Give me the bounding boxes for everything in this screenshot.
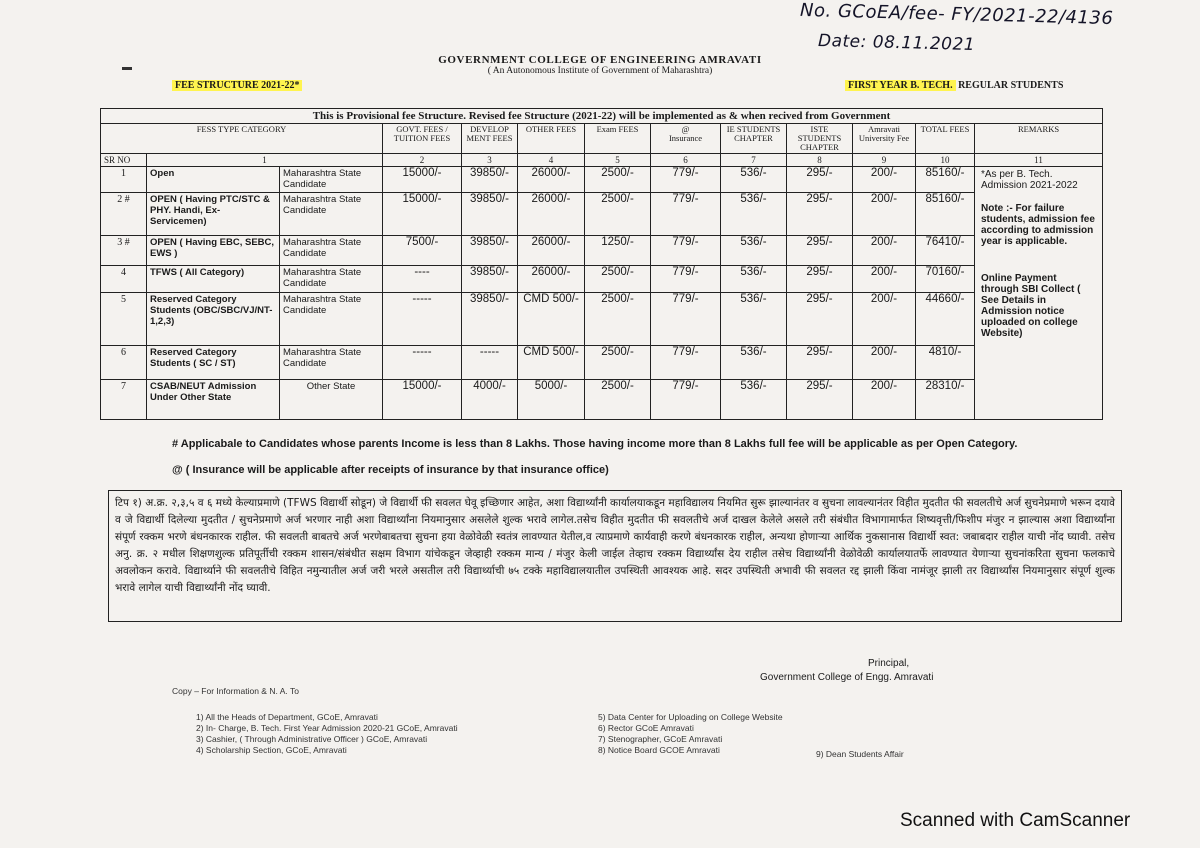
row-development: -----: [462, 346, 518, 380]
row-category: OPEN ( Having EBC, SEBC, EWS ): [147, 236, 280, 266]
row-domicile: Other State: [280, 380, 383, 420]
header-insurance: [651, 124, 721, 154]
row-development: 39850/-: [462, 266, 518, 293]
row-domicile: Maharashtra State Candidate: [280, 266, 383, 293]
row-insurance: 779/-: [651, 266, 721, 293]
remark-online-payment: Online Payment through SBI Collect ( See Details in Admission notice uploaded on college Website): [981, 273, 1081, 339]
row-sr: 4: [101, 266, 147, 293]
row-sr: 6: [101, 346, 147, 380]
row-exam: 2500/-: [585, 380, 651, 420]
row-domicile: Maharashtra State Candidate: [280, 293, 383, 346]
row-tuition: 15000/-: [383, 193, 462, 236]
row-other: 26000/-: [518, 236, 585, 266]
row-university: 200/-: [853, 293, 916, 346]
row-total: 70160/-: [916, 266, 975, 293]
row-total: 28310/-: [916, 380, 975, 420]
table-row: [101, 293, 1103, 346]
header-category: FESS TYPE CATEGORY: [101, 124, 383, 154]
row-iste: 295/-: [787, 266, 853, 293]
header-tuition: GOVT. FEES / TUITION FEES: [383, 124, 462, 154]
provisional-note: This is Provisional fee Structure. Revised fee Structure (2021-22) will be implemented as & when recived from Government: [101, 109, 1103, 124]
row-ie: 536/-: [721, 266, 787, 293]
row-other: 26000/-: [518, 266, 585, 293]
table-row: [101, 380, 1103, 420]
remark-failure-note: Note :- For failure students, admission fee according to admission year is applicable.: [981, 203, 1095, 247]
row-ie: 536/-: [721, 167, 787, 193]
row-sr: 3 #: [101, 236, 147, 266]
row-insurance: 779/-: [651, 380, 721, 420]
remarks-cell: [975, 167, 1103, 420]
col-num-5: 5: [585, 154, 651, 167]
row-exam: 2500/-: [585, 193, 651, 236]
row-insurance: 779/-: [651, 193, 721, 236]
row-iste: 295/-: [787, 236, 853, 266]
row-category: Reserved Category Students ( SC / ST): [147, 346, 280, 380]
header-remarks: REMARKS: [975, 124, 1103, 154]
marathi-note: टिप १) अ.क्र. २,३,५ व ६ मध्ये केल्याप्रमाणे (TFWS विद्यार्थी सोडून) जे विद्यार्थी फी सवलत घेवू इच्छिणार आहेत, अशा विद्यार्थ्यांनी कार्यालयाकडून महाविद्यालय नियमित सुरू झाल्यानंतर व सुचना लावल्यानंतर विहीत मुदतीत फी सवलतीचे अर्ज सुचनेप्रमाणे भरून दयावे व जे विद्यार्थी दिलेल्या मुदतीत / सुचनेप्रमाणे अर्ज भरणार नाही अशा विद्यार्थ्यांना नियमानुसार असलेले शुल्क भरावे लागेल.तसेच विहीत मुदतीत फी सवलतीचे अर्ज दाखल केलेले असले तरी संबंधीत विभागामार्फत शिष्यवृत्ती/फिशीप मंजुर न झाल्यास अशा विद्यार्थ्यांना संपूर्ण रक्कम भरणे बंधनकारक राहील. फी सवलती बाबतचे अर्ज भरणेबाबतचा सुचना हया वेळोवेळी स्वतंत्र लावण्यात येतील,व त्याप्रमाणे कार्यवाही करणे बंधनकारक राहील, अन्यथा होणाऱ्या आर्थिक नुकसानास विद्यार्थी स्वत: जबाबदार राहील याची नोंद घ्यावी. तसेच अनु. क्र. २ मधील शिक्षणशुल्क प्रतिपूर्तीची रक्कम शासन/संबंधीत सक्षम विभाग यांचेकडून जेव्हाही रक्कम मान्य / मंजुर केली जाईल तेव्हाच रक्कम विद्यार्थ्यांस देय राहील तसेच विद्यार्थ्यांनी वेळोवेळी कार्यालयातर्फे लावण्यात येणाऱ्या सुचनांकरिता सुचना फलकाचे अवलोकन करावे. विद्यार्थ्याने फी सवलतीचे विहित नमुन्यातील अर्ज जरी भरले असतील तरी विद्यार्थ्याची ७५ टक्के महाविद्यालयातील उपस्थिती आवश्यक आहे. सदर उपस्थिती अभावी फी सवलत रद्द झाली किंवा नामंजूर झाली तर विद्यार्थ्यांस नियमानुसार संपूर्ण शुल्क भरावे लागेल याची विद्यार्थ्यांनी नोंद घ्यावी.: [108, 490, 1122, 622]
income-footnote: # Applicabale to Candidates whose parents Income is less than 8 Lakhs. Those having income more than 8 Lakhs full fee will be applicable as per Open Category.: [172, 438, 1018, 450]
copy-list-left: [196, 712, 458, 756]
row-tuition: 15000/-: [383, 167, 462, 193]
row-total: 4810/-: [916, 346, 975, 380]
list-item: 5) Data Center for Uploading on College Website: [598, 712, 783, 722]
row-iste: 295/-: [787, 380, 853, 420]
insurance-mark: @: [681, 124, 690, 134]
header-ie: IE STUDENTS CHAPTER: [721, 124, 787, 154]
col-num-3: 3: [462, 154, 518, 167]
row-exam: 2500/-: [585, 167, 651, 193]
row-other: CMD 500/-: [518, 346, 585, 380]
list-item: 8) Notice Board GCOE Amravati: [598, 745, 720, 755]
header-university: Amravati University Fee: [853, 124, 916, 154]
row-category: TFWS ( All Category): [147, 266, 280, 293]
row-tuition: 15000/-: [383, 380, 462, 420]
row-other: CMD 500/-: [518, 293, 585, 346]
row-exam: 1250/-: [585, 236, 651, 266]
row-development: 39850/-: [462, 236, 518, 266]
first-year-highlight: FIRST YEAR B. TECH.: [845, 80, 956, 91]
header-insurance-label: Insurance: [668, 133, 703, 143]
row-domicile: Maharashtra State Candidate: [280, 193, 383, 236]
col-num-2: 2: [383, 154, 462, 167]
college-subtitle: ( An Autonomous Institute of Government of Maharashtra): [487, 66, 713, 76]
row-sr: 1: [101, 167, 147, 193]
row-total: 85160/-: [916, 167, 975, 193]
row-ie: 536/-: [721, 346, 787, 380]
header-total: TOTAL FEES: [916, 124, 975, 154]
list-item: 3) Cashier, ( Through Administrative Officer ) GCoE, Amravati: [196, 734, 428, 744]
regular-students-label: REGULAR STUDENTS: [955, 80, 1064, 91]
row-exam: 2500/-: [585, 346, 651, 380]
row-sr: 7: [101, 380, 147, 420]
header-iste: ISTE STUDENTS CHAPTER: [787, 124, 853, 154]
row-domicile: Maharashtra State Candidate: [280, 346, 383, 380]
remark-admission: *As per B. Tech. Admission 2021-2022: [981, 169, 1078, 191]
col-num-8: 8: [787, 154, 853, 167]
row-category: Reserved Category Students (OBC/SBC/VJ/NT-1,2,3): [147, 293, 280, 346]
row-development: 39850/-: [462, 193, 518, 236]
row-development: 39850/-: [462, 293, 518, 346]
list-item: 1) All the Heads of Department, GCoE, Amravati: [196, 712, 378, 722]
row-total: 85160/-: [916, 193, 975, 236]
row-university: 200/-: [853, 380, 916, 420]
table-row: [101, 167, 1103, 193]
row-other: 26000/-: [518, 167, 585, 193]
scan-mark: ▬: [122, 62, 132, 73]
row-ie: 536/-: [721, 236, 787, 266]
list-item: 2) In- Charge, B. Tech. First Year Admission 2020-21 GCoE, Amravati: [196, 723, 458, 733]
col-num-11: 11: [975, 154, 1103, 167]
row-tuition: -----: [383, 346, 462, 380]
row-tuition: ----: [383, 266, 462, 293]
row-category: Open: [147, 167, 280, 193]
row-development: 39850/-: [462, 167, 518, 193]
row-insurance: 779/-: [651, 236, 721, 266]
row-iste: 295/-: [787, 346, 853, 380]
copy-list-middle: [598, 712, 783, 756]
row-iste: 295/-: [787, 193, 853, 236]
table-row: [101, 193, 1103, 236]
row-insurance: 779/-: [651, 346, 721, 380]
row-domicile: Maharashtra State Candidate: [280, 236, 383, 266]
copy-for-label: Copy – For Information & N. A. To: [172, 686, 299, 696]
row-sr: 5: [101, 293, 147, 346]
row-insurance: 779/-: [651, 293, 721, 346]
row-university: 200/-: [853, 236, 916, 266]
fee-structure-title-text: FEE STRUCTURE 2021-22*: [172, 80, 302, 91]
row-other: 5000/-: [518, 380, 585, 420]
list-item: 7) Stenographer, GCoE Amravati: [598, 734, 723, 744]
row-university: 200/-: [853, 167, 916, 193]
copy-list-right: 9) Dean Students Affair: [816, 749, 904, 759]
column-number-row: [101, 154, 1103, 167]
scanner-watermark: Scanned with CamScanner: [900, 810, 1131, 831]
provisional-note-row: [101, 109, 1103, 124]
row-tuition: -----: [383, 293, 462, 346]
row-category: CSAB/NEUT Admission Under Other State: [147, 380, 280, 420]
row-exam: 2500/-: [585, 293, 651, 346]
col-num-6: 6: [651, 154, 721, 167]
table-header-row: [101, 124, 1103, 154]
row-ie: 536/-: [721, 380, 787, 420]
row-insurance: 779/-: [651, 167, 721, 193]
col-num-10: 10: [916, 154, 975, 167]
col-num-4: 4: [518, 154, 585, 167]
row-ie: 536/-: [721, 293, 787, 346]
row-ie: 536/-: [721, 193, 787, 236]
fee-structure-table: [100, 108, 1103, 420]
header-development: DEVELOP MENT FEES: [462, 124, 518, 154]
header-other: OTHER FEES: [518, 124, 585, 154]
row-iste: 295/-: [787, 293, 853, 346]
row-exam: 2500/-: [585, 266, 651, 293]
list-item: 6) Rector GCoE Amravati: [598, 723, 694, 733]
principal-label: Principal,: [868, 658, 910, 669]
row-total: 44660/-: [916, 293, 975, 346]
row-sr: 2 #: [101, 193, 147, 236]
row-other: 26000/-: [518, 193, 585, 236]
college-name: GOVERNMENT COLLEGE OF ENGINEERING AMRAVATI: [438, 54, 762, 66]
row-university: 200/-: [853, 266, 916, 293]
principal-signature-block: [760, 657, 990, 685]
signature-college: Government College of Engg. Amravati: [760, 672, 934, 683]
row-category: OPEN ( Having PTC/STC & PHY. Handi, Ex-Servicemen): [147, 193, 280, 236]
col-num-9: 9: [853, 154, 916, 167]
header-exam: Exam FEES: [585, 124, 651, 154]
row-domicile: Maharashtra State Candidate: [280, 167, 383, 193]
fee-structure-title: [172, 80, 302, 91]
row-university: 200/-: [853, 193, 916, 236]
table-row: [101, 236, 1103, 266]
handwritten-reference-number: No. GCoEA/fee- FY/2021-22/4136: [799, 0, 1114, 30]
first-year-title: [845, 80, 1063, 91]
row-university: 200/-: [853, 346, 916, 380]
col-num-7: 7: [721, 154, 787, 167]
list-item: 4) Scholarship Section, GCoE, Amravati: [196, 745, 347, 755]
row-tuition: 7500/-: [383, 236, 462, 266]
row-total: 76410/-: [916, 236, 975, 266]
row-development: 4000/-: [462, 380, 518, 420]
insurance-footnote: @ ( Insurance will be applicable after receipts of insurance by that insurance office): [172, 464, 609, 476]
handwritten-date: Date: 08.11.2021: [817, 30, 976, 56]
table-row: [101, 346, 1103, 380]
table-row: [101, 266, 1103, 293]
col-num-1: 1: [147, 154, 383, 167]
row-iste: 295/-: [787, 167, 853, 193]
sr-no-label: SR NO: [101, 154, 147, 167]
